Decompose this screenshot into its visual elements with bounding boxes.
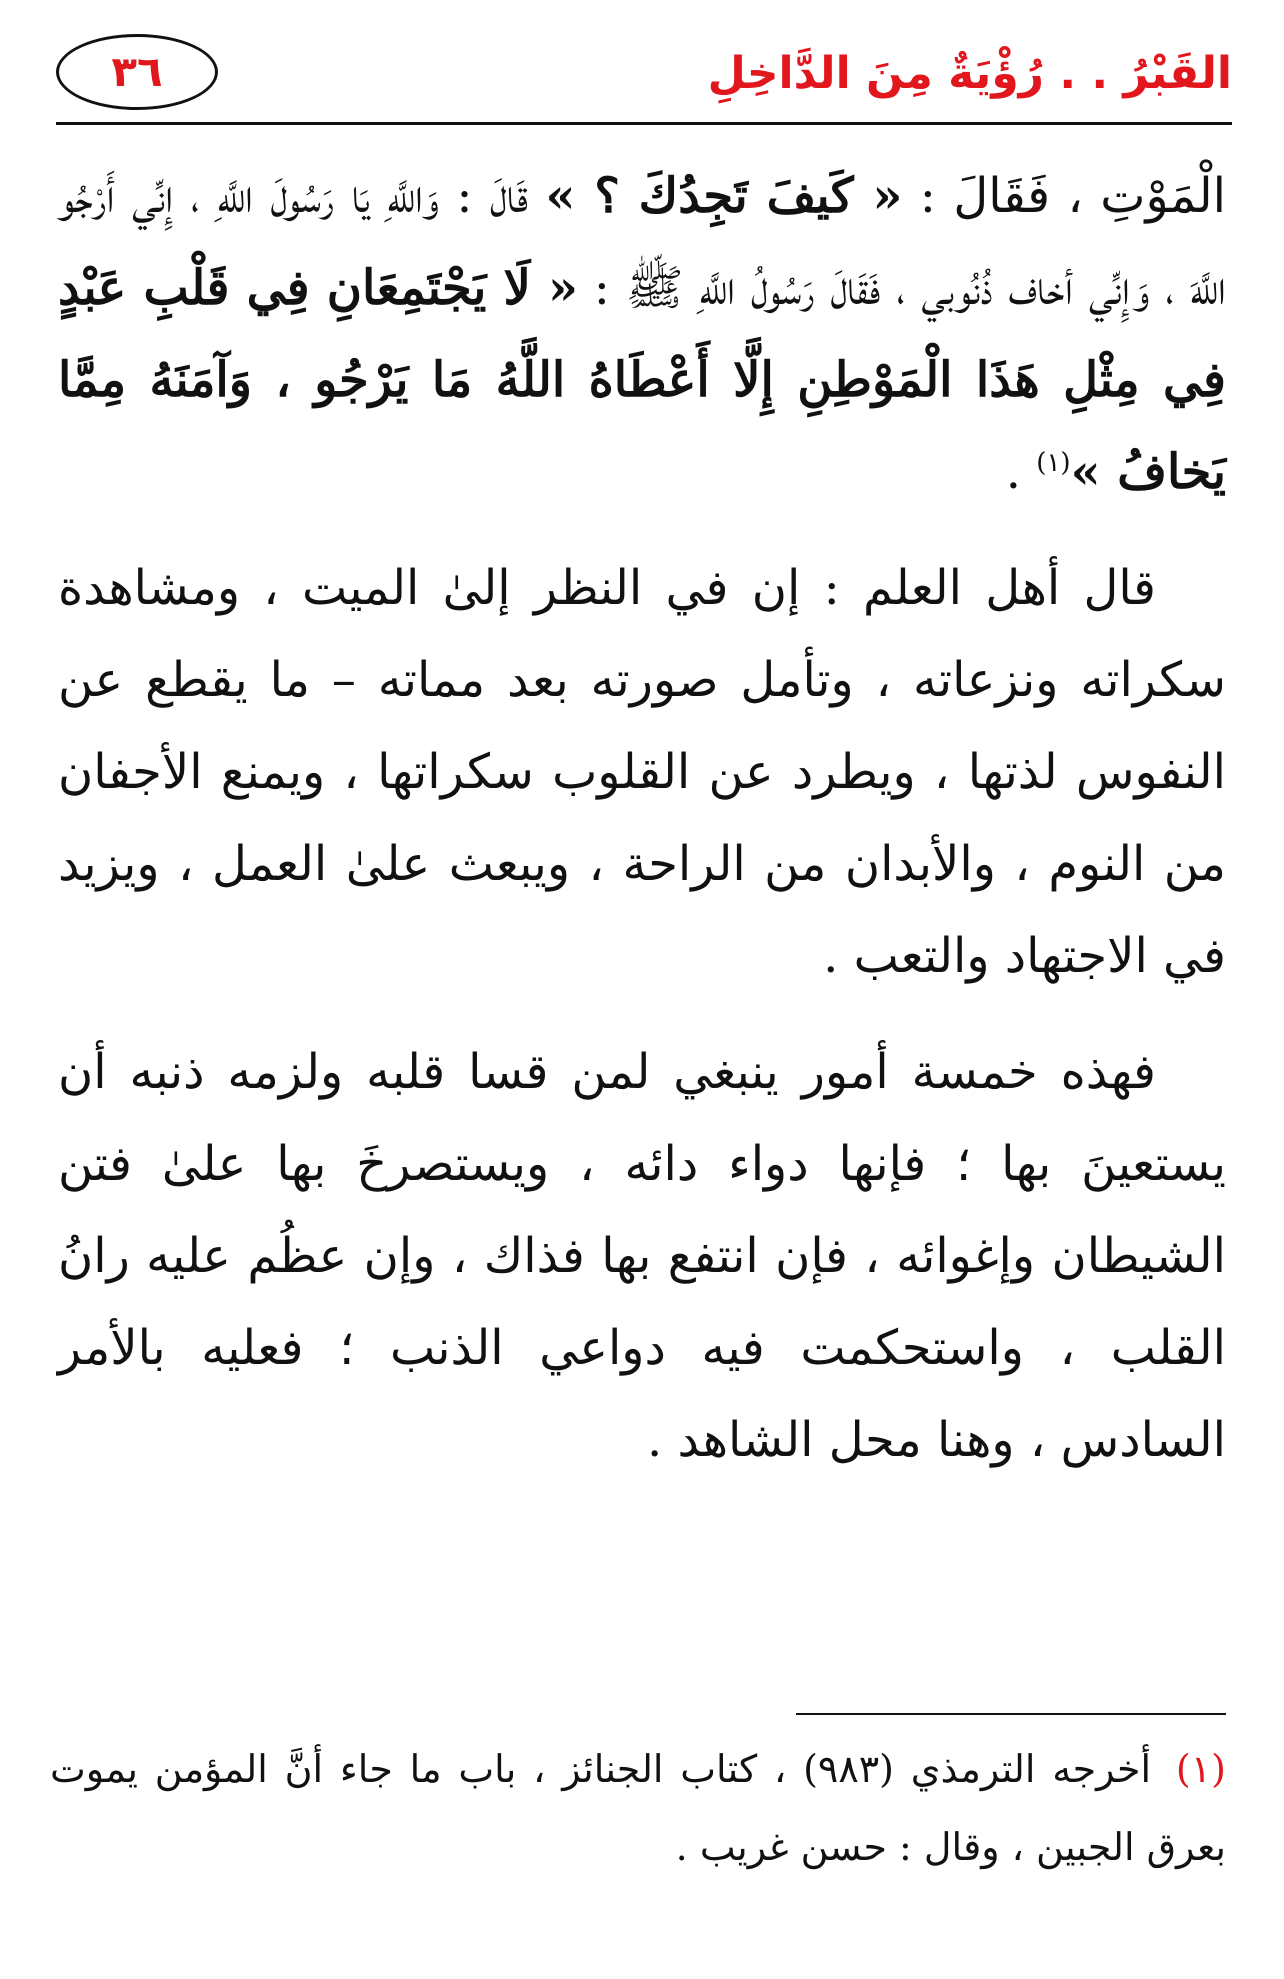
paragraph-1 [58,150,1226,518]
footnote-1 [50,1730,1226,1886]
page-number: ٣٦ [111,47,163,96]
hadith-quote: « لَا يَجْتَمِعَانِ فِي قَلْبِ عَبْدٍ فِي مِثْلِ هَذَا الْمَوْطِنِ إِلَّا أَعْطَاهُ اللَّهُ مَا يَرْجُو ، وَآمَنَهُ مِمَّا يَخافُ » [58,260,1226,500]
paragraph-1-middle: قَالَ : وَاللَّهِ يَا رَسُولَ اللَّهِ ، إِنِّي أَرْجُو اللَّهَ ، وَإِنِّي أخاف ذُنُوبي ، فَقَالَ رَسُولُ اللَّهِ ﷺ : [58,168,1227,316]
footnotes [50,1730,1226,1886]
paragraph-1-end: . [1005,444,1037,500]
paragraph-3: فهذه خمسة أمور ينبغي لمن قسا قلبه ولزمه ذنبه أن يستعينَ بها ؛ فإنها دواء دائه ، ويستصرخَ بها علىٰ فتن الشيطان وإغوائه ، فإن انتفع بها فذاك ، وإن عظُم عليه رانُ القلب ، واستحكمت فيه دواعي الذنب ؛ فعليه بالأمر السادس ، وهنا محل الشاهد . [58,1044,1226,1468]
footnote-marker: (١) [1175,1747,1226,1791]
header-rule [56,122,1232,125]
page-number-oval [56,34,218,110]
footnote-text: أخرجه الترمذي (٩٨٣) ، كتاب الجنائز ، باب ما جاء أنَّ المؤمن يموت بعرق الجبين ، وقال : حسن غريب . [50,1747,1226,1869]
paragraph-2: قال أهل العلم : إن في النظر إلىٰ الميت ، ومشاهدة سكراته ونزعاته ، وتأمل صورته بعد مماته – ما يقطع عن النفوس لذتها ، ويطرد عن القلوب سكراتها ، ويمنع الأجفان من النوم ، والأبدان من الراحة ، ويبعث علىٰ العمل ، ويزيد في الاجتهاد والتعب . [58,560,1227,984]
running-title: القَبْرُ . . رُؤْيَةٌ مِنَ الدَّاخِلِ [707,48,1232,99]
question-quote: « كَيفَ تَجِدُكَ ؟ » [545,168,903,224]
footnote-reference: (١) [1036,448,1071,478]
footnote-rule [796,1713,1226,1715]
paragraph-1-lead: الْمَوْتِ ، فَقَالَ : [902,168,1227,224]
page-header [56,30,1232,126]
body-text [58,150,1226,1486]
